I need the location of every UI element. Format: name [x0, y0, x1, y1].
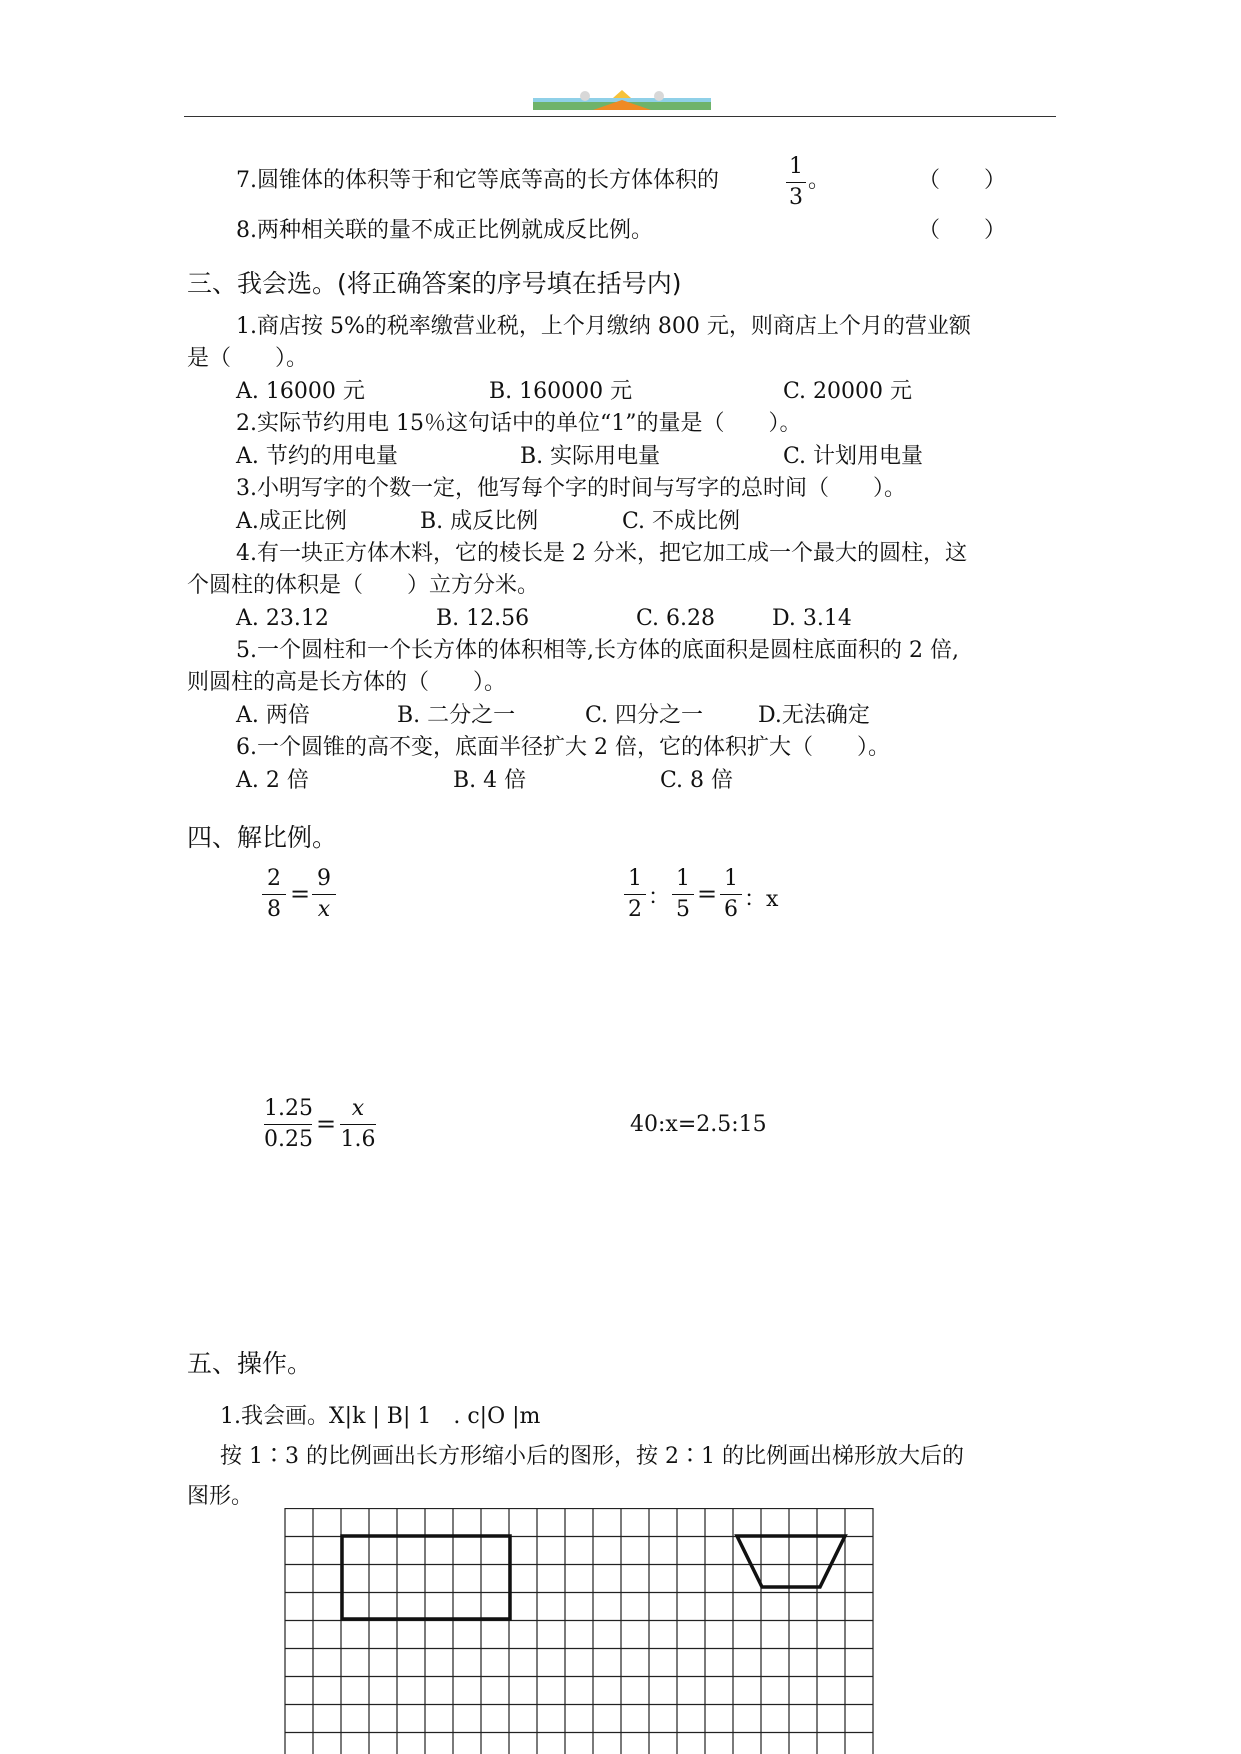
judge-q7-prefix: 7.圆锥体的体积等于和它等底等高的长方体体积的	[236, 168, 719, 193]
judge-q7-answer-paren[interactable]: （ ）	[918, 168, 1007, 193]
eq2-c-den: 6	[724, 897, 738, 922]
s3-q5-option-d[interactable]: D.无法确定	[758, 703, 870, 728]
s3-q5-option-c[interactable]: C. 四分之一	[585, 703, 704, 728]
eq2-frac-a	[624, 866, 646, 923]
eq3-a-num: 1.25	[264, 1096, 313, 1121]
s3-q4-line1: 4.有一块正方体木料，它的棱长是 2 分米，把它加工成一个最大的圆柱，这	[236, 541, 967, 566]
eq2-a-num: 1	[628, 866, 642, 891]
judge-q7-fraction	[786, 154, 806, 211]
eq3-frac-b	[340, 1096, 376, 1153]
section3-title: 三、我会选。(将正确答案的序号填在括号内)	[187, 269, 682, 298]
s3-q1-line1: 1.商店按 5%的税率缴营业税，上个月缴纳 800 元，则商店上个月的营业额	[236, 314, 971, 339]
eq2-b-den: 5	[676, 897, 690, 922]
judge-q7-frac-num: 1	[789, 154, 803, 179]
eq1-b-num: 9	[317, 866, 331, 891]
s3-q3-option-b[interactable]: B. 成反比例	[420, 509, 539, 534]
s3-q5-option-a[interactable]: A. 两倍	[236, 703, 310, 728]
s3-q5-option-b[interactable]: B. 二分之一	[397, 703, 516, 728]
s5-instr-line1: 按 1∶3 的比例画出长方形缩小后的图形，按 2∶1 的比例画出梯形放大后的	[220, 1444, 964, 1469]
eq3-a-den: 0.25	[264, 1127, 313, 1152]
eq3-b-num: x	[351, 1096, 365, 1121]
s3-q2-option-b[interactable]: B. 实际用电量	[520, 444, 661, 469]
s3-q4-option-a[interactable]: A. 23.12	[236, 606, 329, 631]
s3-q5-line2: 则圆柱的高是长方体的（ ）。	[187, 670, 507, 695]
judge-q7	[236, 166, 719, 196]
s3-q2-option-a[interactable]: A. 节约的用电量	[236, 444, 398, 469]
header-logo	[533, 88, 711, 114]
s3-q3-option-a[interactable]: A.成正比例	[236, 509, 347, 534]
s3-q4-option-d[interactable]: D. 3.14	[772, 606, 852, 631]
eq1-a-den: 8	[267, 897, 281, 922]
eq1-b-den: x	[317, 897, 331, 922]
s3-q6-option-a[interactable]: A. 2 倍	[236, 768, 309, 793]
eq2-a-den: 2	[628, 897, 642, 922]
eq2-b-num: 1	[676, 866, 690, 891]
s3-q3-option-c[interactable]: C. 不成比例	[622, 509, 741, 534]
eq3-frac-a	[264, 1096, 312, 1153]
eq2-equals: =	[697, 880, 718, 908]
section4-title: 四、解比例。	[187, 823, 338, 852]
eq1-frac-a	[262, 866, 286, 923]
eq4: 40:x=2.5:15	[630, 1112, 767, 1137]
s3-q2-option-c[interactable]: C. 计划用电量	[783, 444, 924, 469]
trapezoid-shape	[737, 1536, 845, 1587]
s3-q5-line1: 5.一个圆柱和一个长方体的体积相等,长方体的底面积是圆柱底面积的 2 倍,	[236, 638, 959, 663]
eq2-frac-c	[720, 866, 742, 923]
eq2-c-num: 1	[724, 866, 738, 891]
s3-q3: 3.小明写字的个数一定，他写每个字的时间与写字的总时间（ ）。	[236, 476, 906, 501]
s3-q1-option-a[interactable]: A. 16000 元	[236, 379, 365, 404]
eq1-a-num: 2	[267, 866, 281, 891]
eq2-tail: ：x	[744, 887, 779, 912]
section5-title: 五、操作。	[187, 1349, 313, 1378]
eq1-equals: =	[290, 880, 311, 908]
header-rule	[184, 116, 1056, 117]
s3-q1-option-b[interactable]: B. 160000 元	[489, 379, 633, 404]
rectangle-shape	[342, 1536, 510, 1619]
s5-sub1: 1.我会画。X|k | B| 1 . c|O |m	[220, 1404, 541, 1429]
judge-q7-frac-den: 3	[789, 185, 803, 210]
judge-q7-suffix: 。	[808, 168, 831, 193]
judge-q8: 8.两种相关联的量不成正比例就成反比例。	[236, 218, 653, 243]
s3-q1-option-c[interactable]: C. 20000 元	[783, 379, 913, 404]
s3-q4-option-c[interactable]: C. 6.28	[636, 606, 716, 631]
s3-q6-option-b[interactable]: B. 4 倍	[453, 768, 527, 793]
s3-q4-option-b[interactable]: B. 12.56	[436, 606, 530, 631]
s3-q6: 6.一个圆锥的高不变，底面半径扩大 2 倍，它的体积扩大（ ）。	[236, 735, 890, 760]
eq1-frac-b	[312, 866, 336, 923]
eq3-equals: =	[316, 1110, 337, 1138]
s3-q6-option-c[interactable]: C. 8 倍	[660, 768, 734, 793]
s3-q2: 2.实际节约用电 15％这句话中的单位“1”的量是（ ）。	[236, 411, 802, 436]
drawing-grid[interactable]	[284, 1508, 878, 1754]
s5-instr-line2: 图形。	[187, 1484, 254, 1509]
eq2-colon: ：	[648, 885, 671, 910]
s3-q4-line2: 个圆柱的体积是（ ）立方分米。	[187, 573, 540, 598]
judge-q8-answer-paren[interactable]: （ ）	[918, 218, 1007, 243]
eq3-b-den: 1.6	[340, 1127, 376, 1152]
s3-q1-line2: 是（ ）。	[187, 346, 309, 371]
eq2-frac-b	[672, 866, 694, 923]
